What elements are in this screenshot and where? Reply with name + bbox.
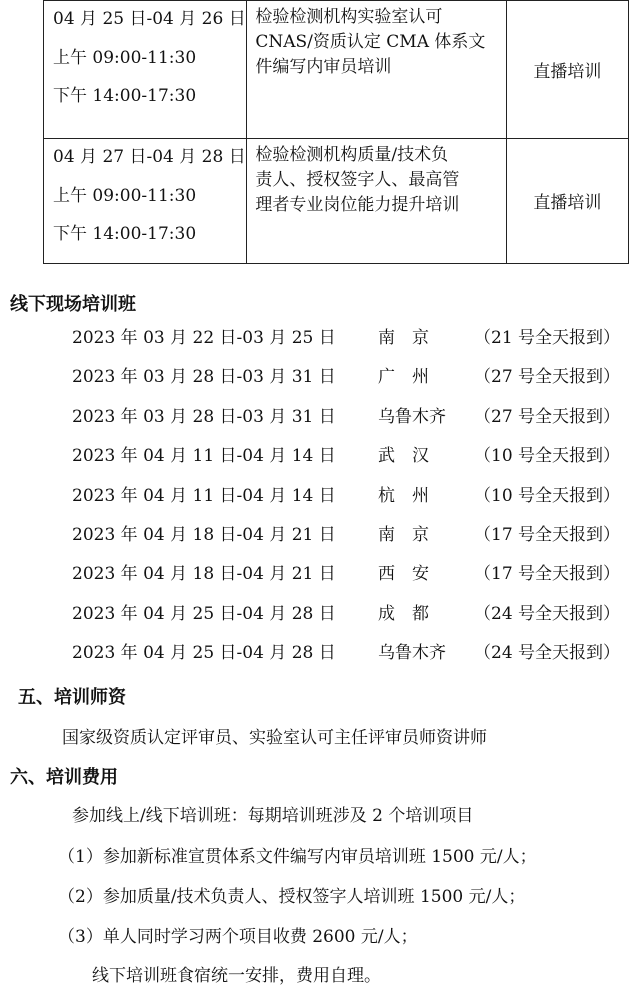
list-item bbox=[0, 514, 640, 553]
list-item bbox=[0, 356, 640, 395]
offline-date: 2023 年 04 月 18 日-04 月 21 日 bbox=[72, 564, 336, 585]
offline-city: 武 汉 bbox=[378, 446, 429, 467]
offline-city: 广 州 bbox=[378, 367, 429, 388]
offline-city: 南 京 bbox=[378, 328, 429, 348]
schedule-mode-cell: 直播培训 bbox=[506, 138, 628, 263]
offline-checkin-note: （17 号全天报到） bbox=[474, 524, 621, 545]
offline-training-heading: 线下现场培训班 bbox=[10, 294, 136, 315]
schedule-course-cell bbox=[247, 138, 506, 263]
trainers-text: 国家级资质认定评审员、实验室认可主任评审员师资讲师 bbox=[62, 728, 487, 748]
list-item bbox=[0, 475, 640, 514]
schedule-time-cell bbox=[44, 1, 247, 139]
schedule-row bbox=[44, 138, 629, 263]
list-item bbox=[0, 317, 640, 356]
list-item bbox=[0, 396, 640, 435]
offline-date: 2023 年 04 月 11 日-04 月 14 日 bbox=[72, 485, 336, 506]
schedule-afternoon-time: 下午 14:00-17:30 bbox=[53, 223, 197, 244]
offline-date: 2023 年 04 月 25 日-04 月 28 日 bbox=[72, 603, 336, 624]
offline-checkin-note: （27 号全天报到） bbox=[474, 367, 621, 388]
schedule-course-cell bbox=[247, 1, 506, 139]
online-schedule-table bbox=[43, 0, 629, 264]
offline-checkin-note: （10 号全天报到） bbox=[474, 485, 621, 506]
section-trainers-heading: 五、培训师资 bbox=[18, 687, 126, 708]
section-fees-heading: 六、培训费用 bbox=[10, 767, 118, 788]
fee-item: （3）单人同时学习两个项目收费 2600 元/人； bbox=[58, 927, 418, 947]
fees-note-text: 线下培训班食宿统一安排，费用自理。 bbox=[92, 966, 381, 986]
schedule-row bbox=[44, 1, 629, 139]
offline-city: 南 京 bbox=[378, 524, 429, 545]
offline-checkin-note: （10 号全天报到） bbox=[474, 446, 621, 467]
list-item bbox=[0, 632, 640, 671]
course-line: 理者专业岗位能力提升培训 bbox=[255, 194, 460, 215]
schedule-time-cell bbox=[44, 138, 247, 263]
course-line: 检验检测机构实验室认可 bbox=[255, 7, 443, 27]
schedule-morning-time: 上午 09:00-11:30 bbox=[53, 48, 197, 68]
schedule-morning-time: 上午 09:00-11:30 bbox=[53, 185, 197, 206]
offline-checkin-note: （17 号全天报到） bbox=[474, 564, 621, 585]
offline-date: 2023 年 04 月 11 日-04 月 14 日 bbox=[72, 446, 336, 467]
fee-item: （1）参加新标准宣贯体系文件编写内审员培训班 1500 元/人； bbox=[58, 847, 537, 867]
fees-intro-text: 参加线上/线下培训班：每期培训班涉及 2 个培训项目 bbox=[72, 806, 474, 826]
offline-checkin-note: （24 号全天报到） bbox=[474, 603, 621, 624]
offline-date: 2023 年 03 月 28 日-03 月 31 日 bbox=[72, 406, 336, 427]
offline-checkin-note: （21 号全天报到） bbox=[474, 328, 621, 348]
schedule-date-range: 04 月 27 日-04 月 28 日 bbox=[53, 146, 246, 167]
course-line: 责人、授权签字人、最高管 bbox=[255, 169, 460, 190]
fee-item: （2）参加质量/技术负责人、授权签字人培训班 1500 元/人； bbox=[58, 887, 526, 907]
schedule-afternoon-time: 下午 14:00-17:30 bbox=[53, 86, 197, 106]
list-item bbox=[0, 593, 640, 632]
course-line: CNAS/资质认定 CMA 体系文 bbox=[255, 32, 486, 52]
offline-city: 乌鲁木齐 bbox=[378, 643, 446, 664]
schedule-mode-cell: 直播培训 bbox=[506, 1, 628, 139]
offline-schedule-list bbox=[0, 317, 640, 672]
schedule-date-range: 04 月 25 日-04 月 26 日 bbox=[53, 9, 246, 29]
offline-city: 成 都 bbox=[378, 603, 429, 624]
offline-date: 2023 年 04 月 18 日-04 月 21 日 bbox=[72, 524, 336, 545]
offline-checkin-note: （27 号全天报到） bbox=[474, 406, 621, 427]
course-line: 件编写内审员培训 bbox=[255, 57, 392, 77]
offline-checkin-note: （24 号全天报到） bbox=[474, 643, 621, 664]
offline-city: 乌鲁木齐 bbox=[378, 406, 446, 427]
offline-city: 杭 州 bbox=[378, 485, 429, 506]
offline-city: 西 安 bbox=[378, 564, 429, 585]
offline-date: 2023 年 03 月 22 日-03 月 25 日 bbox=[72, 328, 336, 348]
list-item bbox=[0, 435, 640, 474]
offline-date: 2023 年 04 月 25 日-04 月 28 日 bbox=[72, 643, 336, 664]
list-item bbox=[0, 553, 640, 592]
offline-date: 2023 年 03 月 28 日-03 月 31 日 bbox=[72, 367, 336, 388]
course-line: 检验检测机构质量/技术负 bbox=[255, 144, 449, 165]
